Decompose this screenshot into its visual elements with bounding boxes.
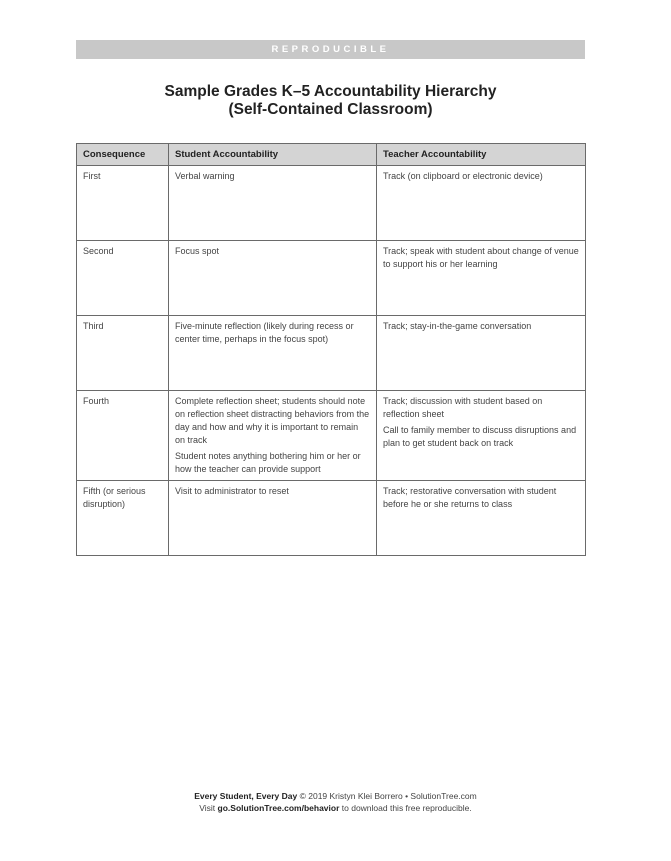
book-title: Every Student, Every Day xyxy=(194,791,298,801)
student-text: Complete reflection sheet; students should note on reflection sheet distracting behaviors from the day and how and why it is important to remain on track xyxy=(175,396,370,445)
student-text: Focus spot xyxy=(175,246,220,256)
table-row xyxy=(77,316,586,391)
reproducible-banner: REPRODUCIBLE xyxy=(76,40,585,59)
student-text: Five-minute reflection (likely during recess or center time, perhaps in the focus spot) xyxy=(175,321,354,344)
student-cell xyxy=(169,241,377,316)
teacher-cell xyxy=(377,391,586,481)
student-text: Student notes anything bothering him or her or how the teacher can provide support xyxy=(175,451,361,474)
table-row xyxy=(77,391,586,481)
consequence-cell: Fifth (or serious disruption) xyxy=(77,481,169,556)
consequence-cell: First xyxy=(77,166,169,241)
teacher-text: Track; speak with student about change of venue to support his or her learning xyxy=(383,246,579,269)
teacher-cell xyxy=(377,166,586,241)
footer-copyright-line xyxy=(0,790,671,802)
teacher-cell xyxy=(377,481,586,556)
header-teacher-accountability: Teacher Accountability xyxy=(377,144,586,166)
teacher-cell xyxy=(377,316,586,391)
student-text: Verbal warning xyxy=(175,171,235,181)
student-cell xyxy=(169,166,377,241)
copyright-text: © 2019 Kristyn Klei Borrero • SolutionTree.com xyxy=(297,791,477,801)
consequence-cell: Second xyxy=(77,241,169,316)
consequence-cell: Third xyxy=(77,316,169,391)
teacher-cell xyxy=(377,241,586,316)
header-consequence: Consequence xyxy=(77,144,169,166)
teacher-text: Track; discussion with student based on reflection sheet xyxy=(383,396,543,419)
student-cell xyxy=(169,391,377,481)
header-student-accountability: Student Accountability xyxy=(169,144,377,166)
table-row xyxy=(77,241,586,316)
visit-suffix: to download this free reproducible. xyxy=(339,803,472,813)
table-row xyxy=(77,166,586,241)
teacher-text: Track; restorative conversation with student before he or she returns to class xyxy=(383,486,557,509)
title-line-2: (Self-Contained Classroom) xyxy=(228,101,433,118)
page-title xyxy=(76,83,585,119)
header-row xyxy=(77,144,586,166)
teacher-text: Track (on clipboard or electronic device) xyxy=(383,171,543,181)
teacher-text: Call to family member to discuss disruptions and plan to get student back on track xyxy=(383,425,577,448)
table-row xyxy=(77,481,586,556)
title-line-1: Sample Grades K–5 Accountability Hierarchy xyxy=(164,83,497,100)
student-text: Visit to administrator to reset xyxy=(175,486,289,496)
accountability-table xyxy=(76,143,586,556)
consequence-cell: Fourth xyxy=(77,391,169,481)
teacher-text: Track; stay-in-the-game conversation xyxy=(383,321,532,331)
student-cell xyxy=(169,481,377,556)
student-cell xyxy=(169,316,377,391)
footer-visit-line xyxy=(0,802,671,814)
page-footer xyxy=(0,790,671,814)
visit-prefix: Visit xyxy=(199,803,218,813)
download-link[interactable]: go.SolutionTree.com/behavior xyxy=(217,803,340,813)
